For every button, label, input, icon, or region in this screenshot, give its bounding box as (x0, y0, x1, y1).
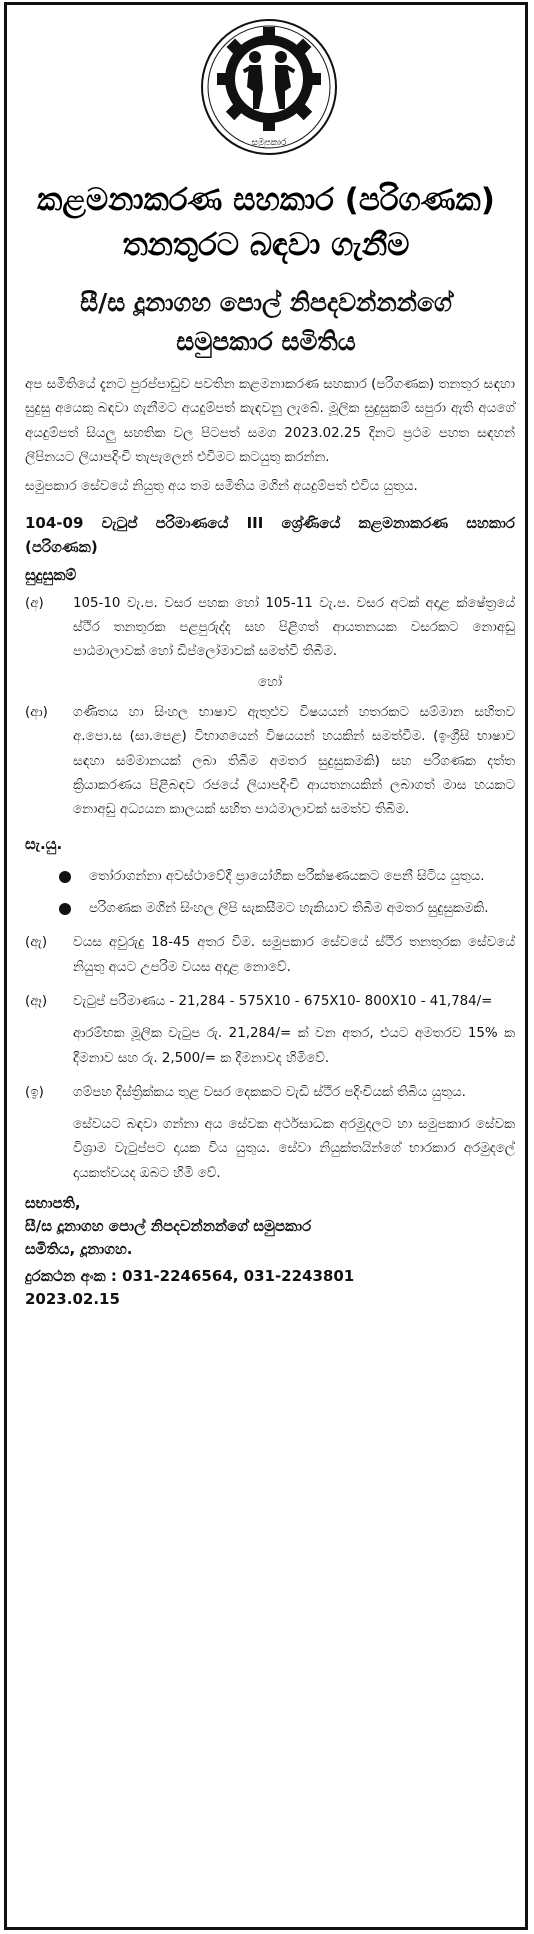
organization-line-1: සී/ස දූනාගහ පොල් නිපදවන්නන්ගේ (80, 288, 452, 317)
bullet-dot-icon (59, 871, 71, 883)
requirement-aa (25, 701, 515, 822)
signature-org-line-1: සී/ස දූනාගහ පොල් නිපදවන්නන්ගේ සමුපකාර (25, 1217, 312, 1236)
signature-date: 2023.02.15 (25, 1290, 120, 1309)
note-bullet-1 (25, 865, 515, 889)
residence-label: (ඉ) (25, 1084, 44, 1100)
age-requirement (25, 931, 515, 980)
title-line-2: තනතුරට බඳවා ගැනීම (122, 227, 410, 263)
residence-extra-text: සේවයට බඳවා ගන්නා අය සේවක අර්ථසාධක අරමුදලට හා සමුපකාර සේවක විශ්‍රාම වැටුප්පට දායක විය යුතුය. සේවා නියුක්තයින්ගේ භාරකාර අරමුදලේ දායකත්වයද ඔබට හිමි වේ. (73, 1117, 515, 1181)
signature-phone: දුරකථන අංක : 031-2246564, 031-2243801 (25, 1267, 355, 1286)
salary-label: (ඈ) (25, 993, 48, 1009)
residence-text: ගම්පහ දිස්ත්‍රික්කය තුළ වසර දෙකකට වැඩි ස්ථිර පදිංචියක් තිබිය යුතුය. (73, 1084, 466, 1100)
or-separator: හෝ (257, 674, 283, 690)
title-line-1: කළමනාකරණ සහකාර (පරිගණක) (37, 182, 495, 218)
note-bullet-1-text: තෝරාගන්නා අවස්ථාවේදී ප්‍රායෝගික පරීක්ෂණයකට පෙනී සිටිය යුතුය. (89, 868, 485, 884)
signature-block (25, 1192, 515, 1311)
cooperative-logo-icon (199, 17, 339, 157)
requirement-a (25, 592, 515, 665)
requirement-aa-label: (ආ) (25, 704, 48, 720)
age-label: (ඇ) (25, 935, 48, 951)
notes-heading: සැ.යු. (25, 835, 63, 854)
bullet-dot-icon (59, 903, 71, 915)
organization-line-2: සමුපකාර සමිතිය (176, 327, 356, 356)
requirements-heading: සුදුසුකම් (25, 566, 77, 585)
logo-ring-text: සමුපකාර (251, 138, 287, 148)
requirement-a-text: 105-10 වැ.ප. වසර පහක හෝ 105-11 වැ.ප. වසර අටක් අදාළ ක්ෂේත්‍රයේ ස්ථිර තනතුරක පළපුරුද්ද සහ පිළිගත් ආයතනයක වසරකට නොඅඩු පාඨමාලාවක් හෝ ඩිප්ලෝමාවක් සමත්වී තිබීම. (73, 595, 515, 660)
requirement-aa-text: ගණිතය හා සිංහල භාෂාව ඇතුළුව විෂයයන් හතරකට සම්මාන සහිතව අ.පො.ස (සා.පෙළ) විභාගයෙන් විෂයයන් හයකින් සමත්වීම. (ඉංග්‍රීසි භාෂාව සඳහා සම්මානයක් ලබා තිබීම අමතර සුදුසුකමකි) සහ පරිගණක දත්ත ක්‍රියාකරණය පිළිබඳව රජයේ ලියාපදිංචි ආයතනයකින් ලබාගත් මාස හයකට නොඅඩු අධ්‍යයන කාලයක් සහිත පාඨමාලාවක් සමත්ව තිබීම. (73, 704, 515, 818)
salary-scale-text: වැටුප් පරිමාණය - 21,284 - 575X10 - 675X10- 800X10 - 41,784/= (73, 993, 493, 1009)
advertisement-frame (4, 2, 528, 1930)
post-title: 104-09 වැටුප් පරිමාණයේ III ශ්‍රේණියේ කළමනාකරණ සහකාර (පරිගණක) (25, 514, 515, 557)
note-bullet-2 (25, 897, 515, 921)
signature-org-line-2: සමිතිය, දූනාගහ. (25, 1240, 133, 1259)
requirement-a-label: (අ) (25, 595, 44, 611)
salary-extra-text: ආරම්භක මූලික වැටුප රු. 21,284/= ක් වන අතර, එයට අමතරව 15% ක දීමනාව සහ රු. 2,500/= ක දීමනාවද හිමිවේ. (73, 1026, 515, 1066)
salary-section (25, 990, 515, 1014)
intro-paragraph-2: සමුපකාර සේවයේ නියුතු අය තම සමිතිය මගින් අයදුම්පත් එවිය යුතුය. (25, 479, 418, 495)
residence-section (25, 1081, 515, 1105)
intro-paragraph-1: අප සමිතියේ දැනට පුරප්පාඩුව පවතින කළමනාකරණ සහකාර (පරිගණක) තනතුර සඳහා සුදුසු අයෙකු බඳවා ගැනීමට අයදුම්පත් කැඳවනු ලැබේ. මූලික සුදුසුකම් සපුරා ඇති අයගේ අයදුම්පත් සියලු සහතික වල පිටපත් සමග 2023.02.25 දිනට ප්‍රථම පහත සඳහන් ලිපිනයට ලියාපදිංචි තැපැලෙන් එවීමට කටයුතු කරන්න. (25, 377, 515, 465)
signature-role: සභාපති, (25, 1194, 81, 1213)
note-bullet-2-text: පරිගණක මගින් සිංහල ලිපි සැකසීමට හැකියාව තිබීම අමතර සුදුසුකමකි. (89, 901, 489, 917)
advertisement-body (25, 373, 515, 1311)
age-text: වයස අවුරුදු 18-45 අතර විම. සමුපකාර සේවයේ ස්ථිර තනතුරක සේවයේ නියුතු අයට උපරිම වයස අදාළ නොවේ. (73, 935, 515, 975)
